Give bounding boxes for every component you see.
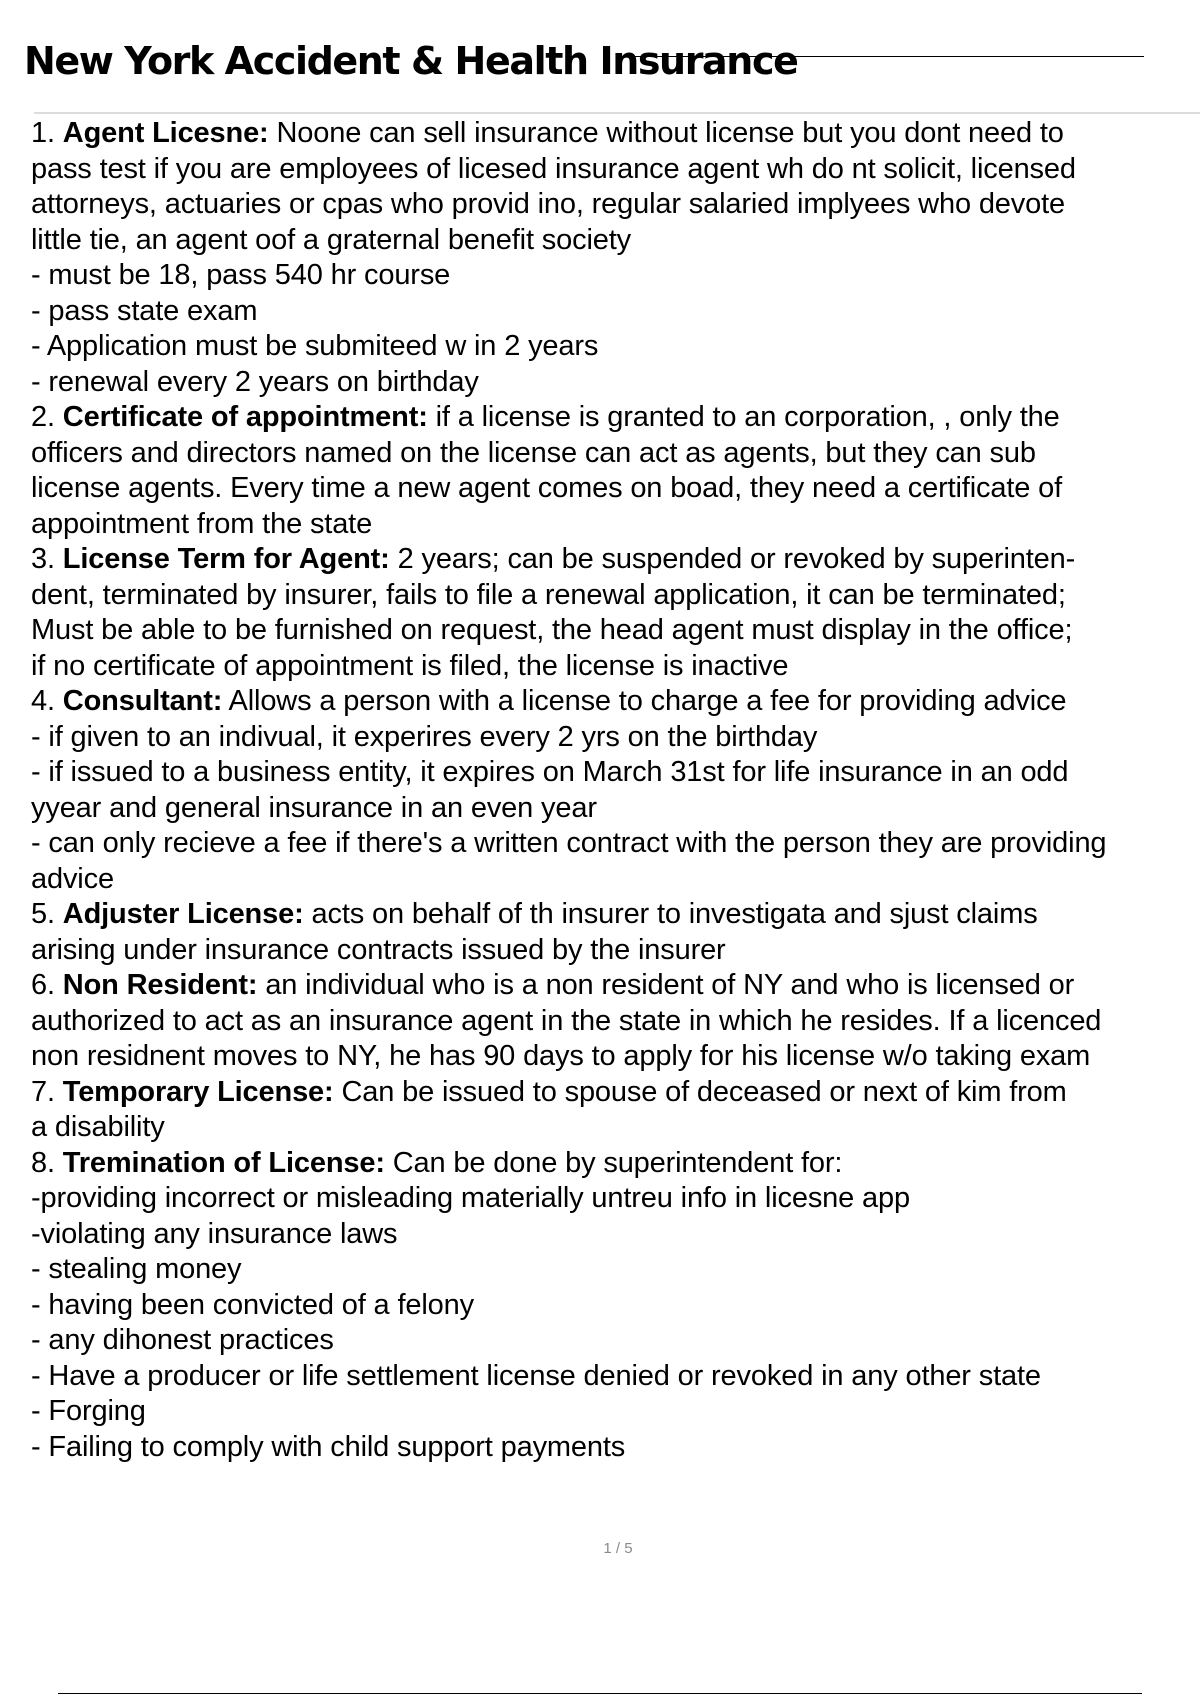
body-text-line: [31, 791, 1199, 827]
line-text: advice: [31, 862, 114, 895]
section-heading-line: [31, 1146, 1199, 1182]
line-text: - stealing money: [31, 1253, 242, 1285]
line-text: -violating any insurance laws: [31, 1217, 398, 1250]
line-text: pass test if you are employees of licesed insurance agent wh do nt solicit, licensed: [31, 152, 1076, 185]
footer-rule: [58, 1693, 1142, 1694]
section-term: Temporary License:: [62, 1075, 334, 1108]
body-text-line: [31, 294, 1199, 330]
section-number: 3.: [31, 543, 63, 575]
section-heading-line: [31, 400, 1199, 436]
line-text: little tie, an agent oof a graternal benefit society: [31, 223, 631, 256]
line-text: 2 years; can be suspended or revoked by superinten-: [389, 543, 1076, 575]
line-text: attorneys, actuaries or cpas who provid ino, regular salaried implyees who devote: [31, 188, 1066, 220]
line-text: Can be issued to spouse of deceased or next of kim from: [333, 1075, 1067, 1108]
line-text: - Forging: [31, 1395, 146, 1427]
line-text: authorized to act as an insurance agent in the state in which he resides. If a licenced: [31, 1004, 1102, 1037]
body-text-line: [31, 1181, 1199, 1217]
line-text: - can only recieve a fee if there's a written contract with the person they are providing: [31, 827, 1107, 859]
line-text: - pass state exam: [31, 294, 258, 327]
line-text: acts on behalf of th insurer to investigata and sjust claims: [303, 898, 1038, 930]
body-text-line: [31, 152, 1199, 188]
section-number: 2.: [31, 401, 63, 433]
section-term: License Term for Agent:: [62, 543, 390, 575]
section-number: 8.: [31, 1146, 63, 1179]
line-text: Must be able to be furnished on request, the head agent must display in the office;: [31, 614, 1073, 646]
line-text: - Have a producer or life settlement license denied or revoked in any other state: [31, 1359, 1041, 1392]
line-text: - if given to an indivual, it experires every 2 yrs on the birthday: [31, 720, 818, 753]
line-text: Can be done by superintendent for:: [384, 1146, 843, 1179]
body-text-line: [31, 1039, 1199, 1075]
body-text-line: [31, 1394, 1199, 1430]
document-body: [31, 116, 1199, 1465]
section-heading-line: [31, 897, 1199, 933]
line-text: license agents. Every time a new agent comes on boad, they need a certificate of: [31, 472, 1062, 504]
body-text-line: [31, 755, 1199, 791]
body-text-line: [31, 365, 1199, 401]
line-text: Noone can sell insurance without license but you dont need to: [268, 117, 1064, 149]
body-text-line: [31, 613, 1199, 649]
body-text-line: [31, 329, 1199, 365]
section-term: Non Resident:: [62, 969, 258, 1001]
section-heading-line: [31, 1075, 1199, 1111]
section-term: Tremination of License:: [62, 1146, 385, 1179]
line-text: yyear and general insurance in an even year: [31, 791, 597, 824]
section-number: 4.: [31, 685, 63, 717]
line-text: officers and directors named on the license can act as agents, but they can sub: [31, 436, 1036, 469]
line-text: a disability: [31, 1111, 165, 1143]
body-text-line: [31, 862, 1199, 898]
document-header: [24, 36, 1144, 96]
page-indicator: 1 / 5: [603, 1540, 633, 1557]
line-text: Allows a person with a license to charge a fee for providing advice: [222, 685, 1067, 717]
line-text: - renewal every 2 years on birthday: [31, 365, 479, 398]
body-text-line: [31, 1323, 1199, 1359]
section-number: 5.: [31, 898, 63, 930]
body-text-line: [31, 436, 1199, 472]
section-term: Consultant:: [62, 685, 223, 717]
body-text-line: [31, 223, 1199, 259]
section-term: Agent Licesne:: [62, 117, 269, 149]
line-text: if no certificate of appointment is filed, the license is inactive: [31, 649, 789, 682]
body-text-line: [31, 1004, 1199, 1040]
document-title: New York Accident & Health Insurance: [24, 39, 798, 83]
line-text: an individual who is a non resident of NY and who is licensed or: [257, 969, 1075, 1001]
line-text: - having been convicted of a felony: [31, 1288, 474, 1321]
body-text-line: [31, 578, 1199, 614]
body-text-line: [31, 933, 1199, 969]
body-text-line: [31, 258, 1199, 294]
section-term: Adjuster License:: [62, 898, 304, 930]
header-divider: [34, 112, 1200, 114]
section-heading-line: [31, 968, 1199, 1004]
body-text-line: [31, 720, 1199, 756]
section-term: Certificate of appointment:: [62, 401, 428, 433]
body-text-line: [31, 1430, 1199, 1466]
section-number: 7.: [31, 1075, 63, 1108]
body-text-line: [31, 1359, 1199, 1395]
section-heading-line: [31, 684, 1199, 720]
line-text: dent, terminated by insurer, fails to file a renewal application, it can be terminated;: [31, 578, 1066, 611]
section-number: 1.: [31, 117, 63, 149]
line-text: - if issued to a business entity, it expires on March 31st for life insurance in an odd: [31, 756, 1069, 788]
line-text: - Failing to comply with child support payments: [31, 1430, 626, 1463]
body-text-line: [31, 1217, 1199, 1253]
body-text-line: [31, 1288, 1199, 1324]
body-text-line: [31, 826, 1199, 862]
body-text-line: [31, 1252, 1199, 1288]
line-text: arising under insurance contracts issued by the insurer: [31, 933, 726, 966]
line-text: if a license is granted to an corporation, , only the: [427, 401, 1060, 433]
line-text: non residnent moves to NY, he has 90 days to apply for his license w/o taking exam: [31, 1040, 1091, 1072]
section-heading-line: [31, 542, 1199, 578]
section-heading-line: [31, 116, 1199, 152]
body-text-line: [31, 1110, 1199, 1146]
line-text: appointment from the state: [31, 507, 373, 540]
line-text: -providing incorrect or misleading materially untreu info in licesne app: [31, 1182, 910, 1214]
section-number: 6.: [31, 969, 63, 1001]
line-text: - must be 18, pass 540 hr course: [31, 259, 451, 291]
body-text-line: [31, 187, 1199, 223]
body-text-line: [31, 649, 1199, 685]
body-text-line: [31, 507, 1199, 543]
line-text: - any dihonest practices: [31, 1324, 334, 1356]
body-text-line: [31, 471, 1199, 507]
line-text: - Application must be submiteed w in 2 years: [31, 330, 599, 362]
